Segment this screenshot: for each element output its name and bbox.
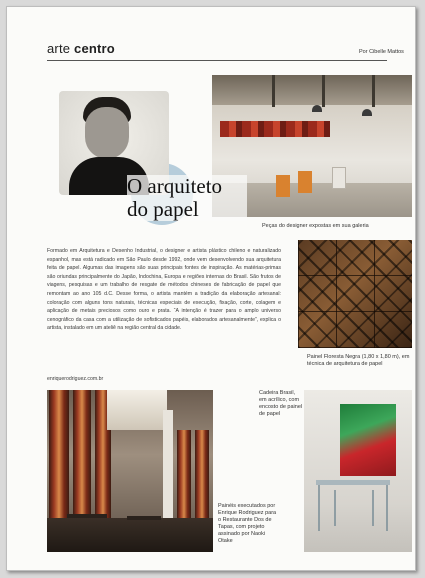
paper-panel-backrest bbox=[340, 404, 396, 476]
headline-line-2: do papel bbox=[127, 197, 199, 221]
article-headline bbox=[127, 175, 247, 221]
section-title-light: arte bbox=[47, 41, 71, 56]
chair-leg bbox=[386, 485, 388, 531]
portrait-face bbox=[85, 107, 129, 159]
restaurant-floor bbox=[47, 518, 213, 552]
chair-leg bbox=[372, 490, 374, 526]
byline: Por Cibelle Mattos bbox=[359, 49, 404, 55]
headline-line-1: O arquiteto bbox=[127, 174, 223, 198]
section-title bbox=[47, 41, 115, 56]
article-body: Formado em Arquitetura e Desenho Industrial, o designer e artista plástico chileno e naturalizado espanhol, mas está radicado em São Paulo desde 1992, onde vem desenvolvendo sua arquitetura feita de papel. Algumas das imagens são suas principais fontes de inspiração. As matérias-primas são oriundas principalmente do Japão, Indochina, Europa e regiões internas do Brasil. São frutos de viagens, pesquisas e um trabalho de resgate de métodos chineses de fabricação de papel que remontam ao ano 105 d.C. Desse forma, o artista mantém a tradição da elaboração artesanal: coloração com alguns tons naturais, técnicas especiais de execução, fixação, corte, colagem e aplicação de metais preciosos como ouro e prata. “A intenção é trazer para o amplo universo cenográfico da casa com a utilização de sofisticados papéis, elaborados artesanalmente”, explica o artista, instalado em um ateliê na região central da cidade. bbox=[47, 248, 281, 332]
panel-grid bbox=[298, 240, 412, 348]
restaurant-table bbox=[67, 514, 107, 518]
pendant-lamp bbox=[312, 105, 322, 112]
restaurant-photo bbox=[47, 390, 213, 552]
pendant-lamp bbox=[362, 109, 372, 116]
chair-caption: Cadeira Brasil, em acrílico, com encosto de painel de papel bbox=[259, 390, 303, 417]
restaurant-table bbox=[127, 516, 161, 520]
section-divider bbox=[47, 60, 387, 61]
gallery-caption: Peças do designer expostas em sua galeria bbox=[262, 223, 369, 229]
gallery-beam bbox=[272, 75, 275, 107]
gallery-beam bbox=[372, 75, 375, 107]
gallery-ceiling bbox=[212, 75, 412, 105]
forest-panel-photo bbox=[298, 240, 412, 348]
wall-artwork bbox=[220, 121, 330, 137]
white-chair bbox=[332, 167, 346, 189]
chair-leg bbox=[334, 490, 336, 526]
magazine-page bbox=[6, 6, 416, 571]
orange-chair bbox=[298, 171, 312, 193]
orange-chair bbox=[276, 175, 290, 197]
panel-caption: Painel Floresta Negra (1,80 x 1,80 m), em técnica de arquitetura de papel bbox=[307, 354, 410, 367]
skylight bbox=[107, 390, 167, 430]
chair-photo bbox=[304, 390, 412, 552]
gallery-beam bbox=[322, 75, 325, 107]
chair-leg bbox=[318, 485, 320, 531]
artist-website: enriquerodriguez.com.br bbox=[47, 376, 104, 382]
section-title-bold: centro bbox=[74, 41, 115, 56]
acrylic-seat bbox=[316, 480, 390, 485]
paper-panel-column bbox=[195, 430, 209, 530]
paper-panel-column bbox=[177, 430, 191, 530]
white-pillar bbox=[163, 410, 173, 530]
restaurant-caption: Painéis executados por Enrique Rodriguez para o Restaurante Dos de Tapas, com projeto assinado por Naoki Otake bbox=[218, 503, 277, 544]
